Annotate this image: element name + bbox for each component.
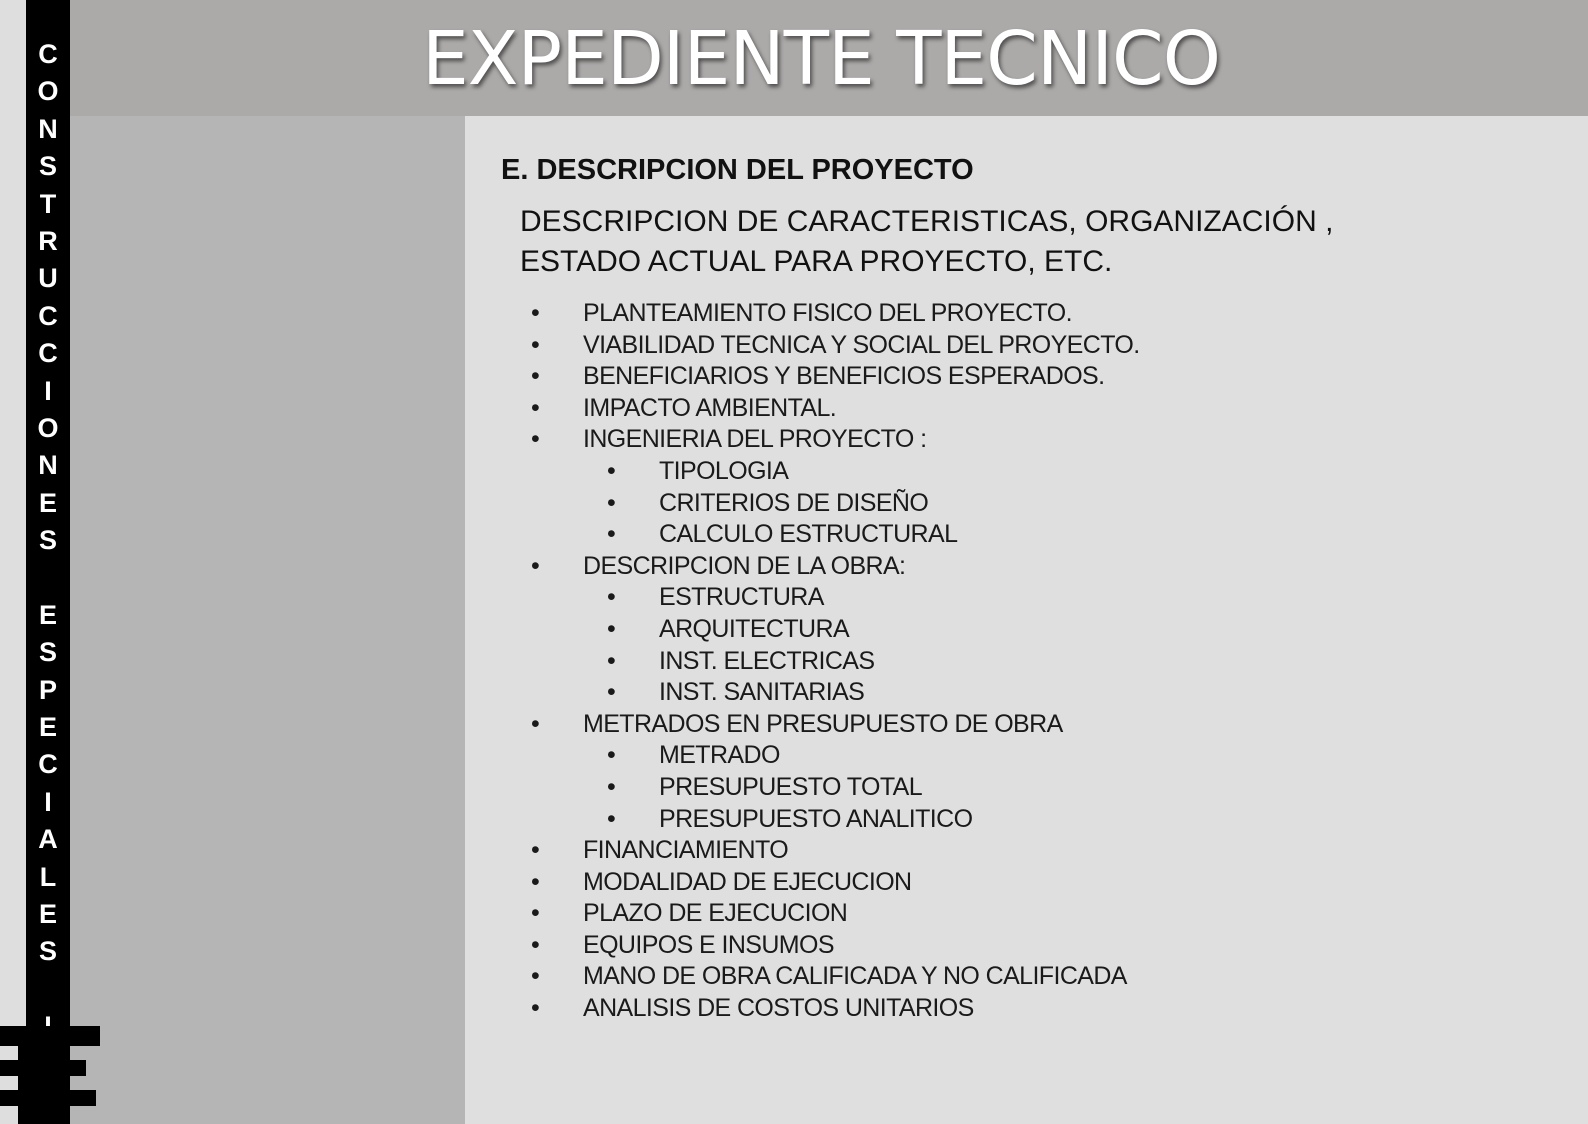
list-item-text: INST. ELECTRICAS	[659, 646, 875, 675]
list-item-text: PRESUPUESTO TOTAL	[659, 772, 923, 801]
sub-list-item	[465, 456, 1588, 488]
sidebar-letter: S	[38, 525, 57, 556]
section-subtitle	[520, 202, 1333, 282]
list-item-text: VIABILIDAD TECNICA Y SOCIAL DEL PROYECTO.	[583, 330, 1140, 359]
list-item	[465, 298, 1588, 330]
sidebar-letter: N	[38, 450, 58, 481]
left-edge-strip	[0, 0, 26, 1124]
list-item	[465, 930, 1588, 962]
list-item-text: EQUIPOS E INSUMOS	[583, 930, 834, 959]
list-item	[465, 361, 1588, 393]
bullet-icon: •	[531, 962, 540, 991]
sub-list-item	[465, 488, 1588, 520]
page-title: EXPEDIENTE TECNICO	[422, 16, 1220, 102]
list-item	[465, 867, 1588, 899]
bullet-icon: •	[607, 488, 616, 517]
list-item-text: IMPACTO AMBIENTAL.	[583, 393, 837, 422]
sub-list-item	[465, 804, 1588, 836]
list-item-text: ANALISIS DE COSTOS UNITARIOS	[583, 994, 974, 1023]
bullet-icon: •	[607, 614, 616, 643]
sidebar-letter: I	[44, 375, 52, 406]
list-item	[465, 709, 1588, 741]
sidebar-letter: O	[37, 412, 59, 443]
left-panel	[70, 116, 465, 1124]
list-item-text: PLANTEAMIENTO FISICO DEL PROYECTO.	[583, 299, 1072, 327]
list-item-text: MANO DE OBRA CALIFICADA Y NO CALIFICADA	[583, 962, 1127, 991]
vertical-sidebar-text	[26, 36, 70, 1046]
list-item	[465, 330, 1588, 362]
list-item-text: TIPOLOGIA	[659, 456, 789, 485]
bullet-icon: •	[531, 362, 540, 391]
sub-list-item	[465, 519, 1588, 551]
bullet-icon: •	[531, 930, 540, 959]
sub-list-item	[465, 582, 1588, 614]
content-panel	[465, 116, 1588, 1124]
subtitle-line-2: ESTADO ACTUAL PARA PROYECTO, ETC.	[520, 245, 1113, 278]
list-item-text: PLAZO DE EJECUCION	[583, 899, 848, 928]
sidebar-letter: C	[38, 338, 58, 369]
list-item-text: METRADO	[659, 741, 780, 770]
list-item-text: BENEFICIARIOS Y BENEFICIOS ESPERADOS.	[583, 362, 1105, 391]
sidebar-letter: A	[38, 824, 58, 855]
sidebar-letter: P	[38, 674, 57, 705]
list-item	[465, 993, 1588, 1025]
bullet-icon: •	[531, 709, 540, 738]
sidebar-letter: E	[38, 712, 57, 743]
sidebar-letter: C	[38, 300, 58, 331]
bullet-icon: •	[607, 583, 616, 612]
sub-list-item	[465, 740, 1588, 772]
sidebar-letter: O	[37, 76, 59, 107]
bullet-icon: •	[531, 425, 540, 454]
list-item-text: CRITERIOS DE DISEÑO	[659, 488, 929, 517]
sidebar-letter: S	[38, 151, 57, 182]
sidebar-letter: U	[38, 263, 58, 294]
list-item-text: DESCRIPCION DE LA OBRA:	[583, 551, 906, 580]
bullet-icon: •	[531, 551, 540, 580]
list-item	[465, 961, 1588, 993]
sidebar-letter: R	[38, 225, 58, 256]
sidebar-letter: E	[38, 599, 57, 630]
bullet-icon: •	[607, 772, 616, 801]
sub-list-item	[465, 677, 1588, 709]
list-item-text: INST. SANITARIAS	[659, 678, 865, 707]
bullet-icon: •	[531, 330, 540, 359]
header-banner	[70, 0, 1588, 116]
bullet-icon: •	[607, 678, 616, 707]
bullet-icon: •	[531, 393, 540, 422]
sidebar-letter: N	[38, 113, 58, 144]
list-item	[465, 393, 1588, 425]
bullet-icon: •	[531, 836, 540, 865]
list-item	[465, 424, 1588, 456]
bullet-list	[465, 298, 1588, 1025]
stacked-blocks-logo-icon	[0, 1026, 100, 1124]
sidebar-letter: T	[39, 188, 57, 219]
sidebar-letter: C	[38, 39, 58, 69]
sidebar-letter: E	[38, 898, 57, 929]
list-item	[465, 898, 1588, 930]
list-item-text: PRESUPUESTO ANALITICO	[659, 804, 973, 833]
list-item-text: CALCULO ESTRUCTURAL	[659, 520, 958, 549]
list-item	[465, 551, 1588, 583]
subtitle-line-1: DESCRIPCION DE CARACTERISTICAS, ORGANIZACIÓN ,	[520, 205, 1334, 238]
list-item-text: METRADOS EN PRESUPUESTO DE OBRA	[583, 709, 1063, 738]
sidebar-letter: E	[38, 487, 57, 518]
sidebar-letter: L	[39, 861, 57, 892]
bullet-icon: •	[607, 804, 616, 833]
list-item-text: INGENIERIA DEL PROYECTO :	[583, 425, 927, 454]
sub-list-item	[465, 772, 1588, 804]
bullet-icon: •	[531, 867, 540, 896]
sub-list-item	[465, 614, 1588, 646]
bullet-icon: •	[607, 741, 616, 770]
sidebar-letter: S	[38, 936, 57, 967]
list-item	[465, 835, 1588, 867]
list-item-text: ARQUITECTURA	[659, 614, 850, 643]
list-item-text: ESTRUCTURA	[659, 583, 824, 612]
bullet-icon: •	[607, 646, 616, 675]
sub-list-item	[465, 646, 1588, 678]
section-title: E. DESCRIPCION DEL PROYECTO	[501, 154, 974, 186]
bullet-icon: •	[531, 899, 540, 928]
bullet-icon: •	[607, 456, 616, 485]
bullet-icon: •	[531, 299, 540, 327]
bullet-icon: •	[531, 994, 540, 1023]
sidebar-letter: S	[38, 637, 57, 668]
sidebar-letter: I	[44, 786, 52, 817]
sidebar-letter: C	[38, 749, 58, 780]
bullet-icon: •	[607, 520, 616, 549]
list-item-text: FINANCIAMIENTO	[583, 836, 789, 865]
list-item-text: MODALIDAD DE EJECUCION	[583, 867, 912, 896]
